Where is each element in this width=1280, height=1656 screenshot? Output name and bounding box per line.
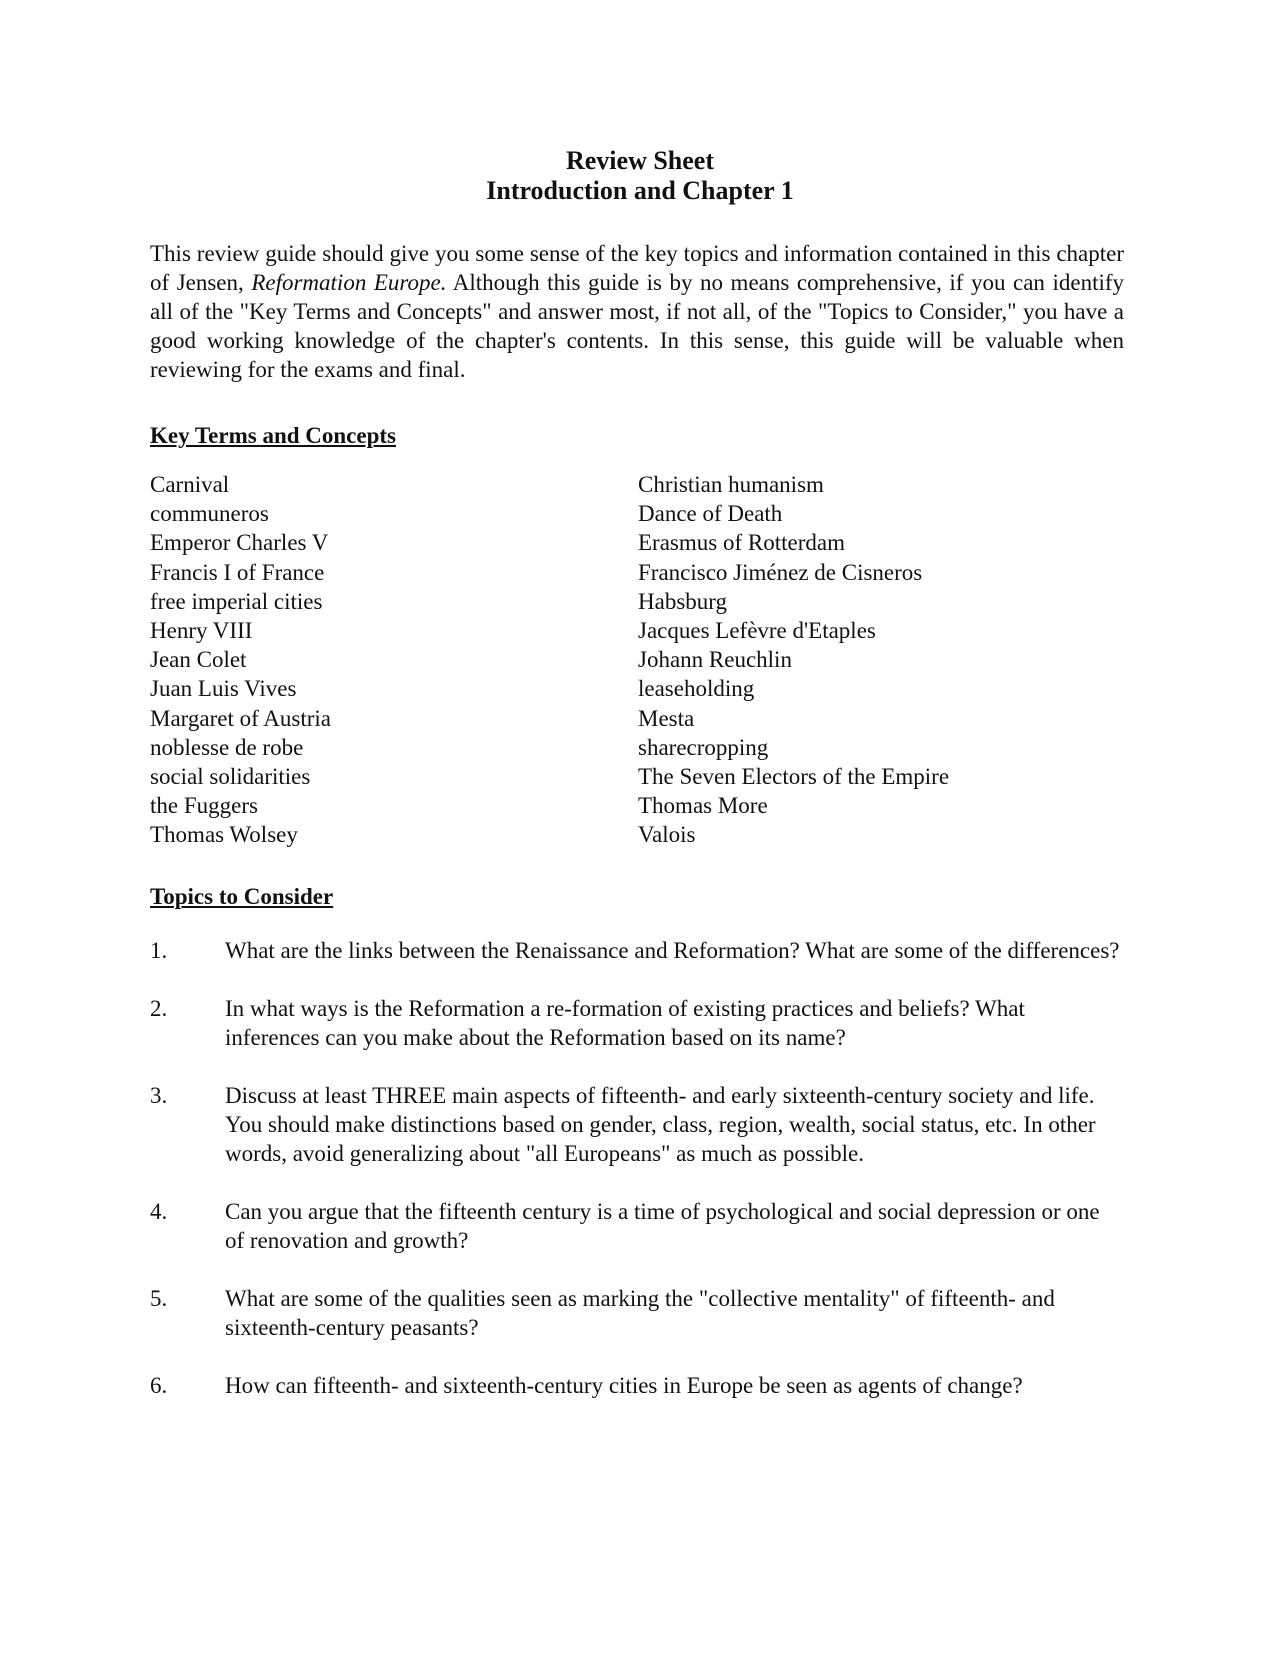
term-right-2: Dance of Death — [638, 501, 783, 527]
topics-list — [150, 936, 1124, 1429]
term-right-11: The Seven Electors of the Empire — [638, 764, 950, 790]
topic-text: What are some of the qualities seen as marking the "collective mentality" of fifteenth- and sixteenth-century peasants? — [225, 1286, 1055, 1340]
term-right-6: Jacques Lefèvre d'Etaples — [638, 618, 876, 644]
title-line-2: Introduction and Chapter 1 — [486, 176, 794, 205]
topic-text: Discuss at least THREE main aspects of fifteenth- and early sixteenth-century society and life. You should make distinctions based on gender, class, region, wealth, social status, etc. In other words, avoid generalizing about "all Europeans" as much as possible. — [225, 1083, 1096, 1166]
intro-text-2: Although this guide is by no means comprehensive, if you can identify all of the "Key Terms and Concepts" and answer most, if not all, of the "Topics to Consider," you have a good working knowledge of the chapter's contents. In this sense, this guide will be valuable when reviewing for the exams and final. — [150, 270, 1125, 382]
term-right-13: Valois — [638, 822, 696, 848]
topics-heading: Topics to Consider — [150, 884, 334, 909]
term-right-12: Thomas More — [638, 793, 768, 819]
topic-text: What are the links between the Renaissance and Reformation? What are some of the differences? — [225, 938, 1120, 963]
term-left-13: Thomas Wolsey — [150, 822, 298, 848]
term-left-2: communeros — [150, 501, 269, 527]
key-terms-list — [150, 470, 1124, 850]
title-block — [0, 146, 1280, 206]
topic-number: 4. — [150, 1199, 168, 1224]
topic-item — [150, 1197, 1124, 1255]
term-left-10: noblesse de robe — [150, 734, 304, 760]
term-left-9: Margaret of Austria — [150, 705, 331, 731]
term-right-4: Francisco Jiménez de Cisneros — [638, 559, 923, 585]
term-right-7: Johann Reuchlin — [638, 647, 792, 673]
topic-number: 5. — [150, 1286, 168, 1311]
term-right-10: sharecropping — [638, 734, 769, 760]
term-left-1: Carnival — [150, 472, 230, 497]
topic-item — [150, 994, 1124, 1052]
term-left-12: the Fuggers — [150, 793, 258, 819]
topic-item — [150, 1081, 1124, 1168]
intro-book-title: Reformation Europe. — [251, 270, 447, 295]
key-terms-heading: Key Terms and Concepts — [150, 423, 396, 448]
term-right-8: leaseholding — [638, 676, 755, 702]
term-left-8: Juan Luis Vives — [150, 676, 297, 702]
topic-number: 2. — [150, 996, 168, 1021]
topic-number: 1. — [150, 938, 168, 963]
topic-text: In what ways is the Reformation a re-formation of existing practices and beliefs? What inferences can you make about the Reformation based on its name? — [225, 996, 1025, 1050]
topic-item — [150, 1284, 1124, 1342]
term-left-7: Jean Colet — [150, 647, 247, 673]
topic-text: How can fifteenth- and sixteenth-century cities in Europe be seen as agents of change? — [225, 1373, 1023, 1398]
term-left-3: Emperor Charles V — [150, 530, 329, 556]
topic-item — [150, 1371, 1124, 1400]
term-left-6: Henry VIII — [150, 618, 253, 644]
intro-paragraph — [150, 239, 1124, 384]
topic-item — [150, 936, 1124, 965]
intro-text-1: This review guide should give you some sense of the key topics and information contained in this chapter of Jensen, — [150, 241, 1124, 295]
term-right-9: Mesta — [638, 705, 695, 731]
term-left-5: free imperial cities — [150, 588, 323, 614]
topic-number: 3. — [150, 1083, 168, 1108]
term-right-5: Habsburg — [638, 588, 728, 614]
term-left-4: Francis I of France — [150, 559, 325, 585]
title-line-1: Review Sheet — [565, 146, 714, 175]
topic-number: 6. — [150, 1373, 168, 1398]
topic-text: Can you argue that the fifteenth century is a time of psychological and social depression or one of renovation and growth? — [225, 1199, 1100, 1253]
term-right-1: Christian humanism — [638, 472, 824, 497]
term-left-11: social solidarities — [150, 764, 311, 790]
term-right-3: Erasmus of Rotterdam — [638, 530, 845, 556]
